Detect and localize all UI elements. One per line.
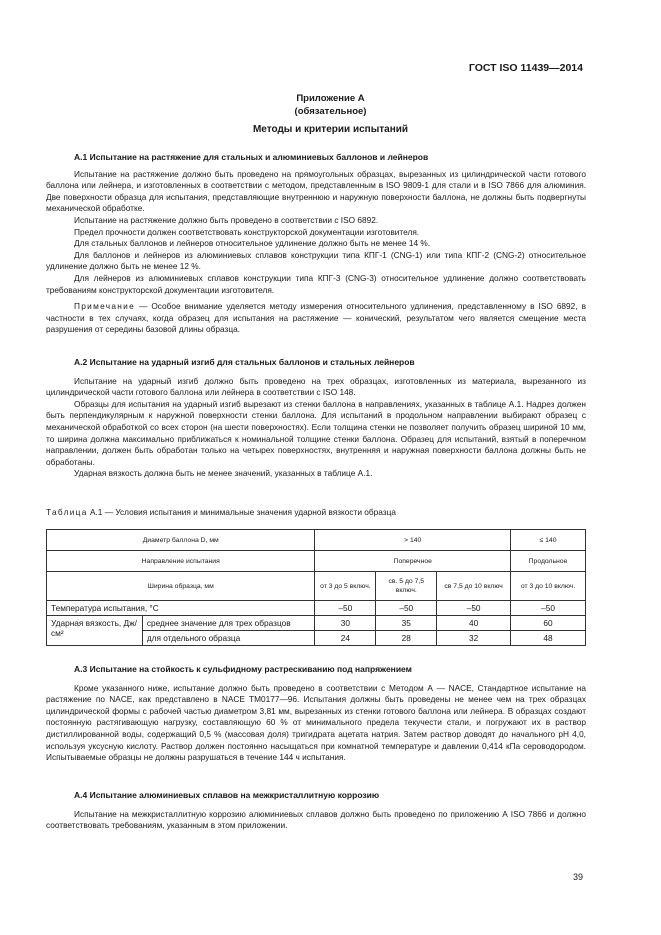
annex-title: Методы и критерии испытаний xyxy=(252,124,409,135)
impact-table xyxy=(46,529,586,646)
section-heading: А.2 Испытание на ударный изгиб для стальных баллонов и стальных лейнеров xyxy=(74,357,415,367)
paragraph: Ударная вязкость должна быть не менее значений, указанных в таблице А.1. xyxy=(74,468,373,479)
table-cell: 24 xyxy=(315,631,376,646)
table-cell: > 140 xyxy=(315,530,511,551)
table-cell: 35 xyxy=(376,616,437,631)
page-number: 39 xyxy=(572,872,583,882)
paragraph: Кроме указанного ниже, испытание должно быть проведено в соответствии с Методом А — NACE, Стандартное испытание на растяжение по NACE, как представлено в NACE TM0177—96. Испытания должны быть проведены не менее чем на трех образцах цилиндрической формы с рабочей частью диаметром 3,81 мм, вырезанных из стенки готового баллона или лейнера. В образцах создают постоянную растягивающую нагрузку, составляющую 60 % от минимального предела текучести стали, и погружают их в раствор дистиллированной воды, содержащий 0,5 % (массовая доля) тригидрата ацетата натрия. Затем раствор доводят до начального pH 4,0, используя уксусную кислоту. Раствор должен постоянно насыщаться при комнатной температуре и давлении 0,414 кПа сероводородом. Испытываемые образцы не должны разрушаться в течение 144 ч испытания. xyxy=(46,682,586,763)
section-a4 xyxy=(46,790,586,832)
paragraph: Для стальных баллонов и лейнеров относительное удлинение должно быть не менее 14 %. xyxy=(74,238,431,249)
table-cell: Ширина образца, мм xyxy=(47,572,315,601)
table-cell: 28 xyxy=(376,631,437,646)
table-caption-text: А.1 — Условия испытания и минимальные значения ударной вязкости образца xyxy=(89,507,396,517)
note-label: Примечание xyxy=(74,301,136,312)
table-cell: 40 xyxy=(437,616,511,631)
section-a2 xyxy=(46,357,586,480)
section-a3 xyxy=(46,664,586,764)
paragraph: Испытание на растяжение должно быть проведено на прямоугольных образцах, вырезанных из цилиндрической части готового баллона или лейнера, и изготовленных в соответствии с методом, представленным в ISO 9809-1 для стали и в ISO 7866 для алюминия. Две поверхности образца для испытания, представляющие внутреннюю и наружную поверхности баллона, не должны быть подвергнуты механической обработке. xyxy=(46,168,586,214)
table-row xyxy=(47,616,586,631)
table-cell: Температура испытания, °С xyxy=(47,601,315,616)
table-cell: –50 xyxy=(511,601,586,616)
section-heading: А.3 Испытание на стойкость к сульфидному растрескиванию под напряжением xyxy=(74,664,412,674)
section-a1 xyxy=(46,152,586,336)
table-cell: от 3 до 10 включ. xyxy=(511,572,586,601)
paragraph: Предел прочности должен соответствовать конструкторской документации изготовителя. xyxy=(74,226,420,237)
section-heading: А.1 Испытание на растяжение для стальных и алюминиевых баллонов и лейнеров xyxy=(74,152,429,162)
table-cell: Ударная вязкость, Дж/см² xyxy=(47,616,143,646)
table-cell: Продольное xyxy=(511,551,586,572)
standard-header: ГОСТ ISO 11439—2014 xyxy=(468,62,583,74)
table-cell: ≤ 140 xyxy=(511,530,586,551)
section-heading: А.4 Испытание алюминиевых сплавов на межкристаллитную коррозию xyxy=(74,790,380,800)
table-cell: –50 xyxy=(376,601,437,616)
note xyxy=(46,301,586,336)
table-cell: –50 xyxy=(437,601,511,616)
table-cell: 30 xyxy=(315,616,376,631)
table-cell: св. 5 до 7,5 включ. xyxy=(376,572,437,601)
annex-status: (обязательное) xyxy=(294,106,367,117)
paragraph: Испытание на межкристаллитную коррозию алюминиевых сплавов должно быть проведено по приложению А ISO 7866 и должно соответствовать требованиям, указанным в этом приложении. xyxy=(46,808,586,831)
annex-label: Приложение А xyxy=(296,93,365,104)
table-cell: Поперечное xyxy=(315,551,511,572)
table-cell: 60 xyxy=(511,616,586,631)
table-cell: от 3 до 5 включ. xyxy=(315,572,376,601)
paragraph: Для лейнеров из алюминиевых сплавов конструкции типа КПГ-3 (CNG-3) относительное удлинение должно соответствовать требованиям конструкторской документации изготовителя. xyxy=(46,272,586,295)
table-row xyxy=(47,601,586,616)
annex-heading xyxy=(0,92,661,118)
table-cell: Диаметр баллона D, мм xyxy=(47,530,315,551)
paragraph: Испытание на растяжение должно быть проведено в соответствии с ISO 6892. xyxy=(74,214,379,225)
table-cell: Направление испытания xyxy=(47,551,315,572)
table-cell: св 7,5 до 10 включ xyxy=(437,572,511,601)
table-caption xyxy=(46,507,586,519)
note-text: — Особое внимание уделяется методу измерения относительного удлинения, представленному в ISO 6892, в частности в тех случаях, когда образец для испытания на растяжение — конический, результатом чего является смещение места разрушения от середины базовой длины образца. xyxy=(46,301,586,335)
table-cell: –50 xyxy=(315,601,376,616)
table-cell: для отдельного образца xyxy=(142,631,315,646)
table-cell: 32 xyxy=(437,631,511,646)
paragraph: Образцы для испытания на ударный изгиб вырезают из стенки баллона в направлениях, указанных в таблице А.1. Надрез должен быть перпендикулярным к наружной поверхности стенки баллона. Для испытаний в продольном направлении выбирают образец с механической обработкой со всех сторон (на шести поверхностях). Если толщина стенки не позволяет получить образец шириной 10 мм, то ширина должна максимально приближаться к номинальной толщине стенки баллона. Образец для испытаний, взятый в поперечном направлении, должен быть обработан только на четырех поверхностях, внутренняя и наружная поверхности баллона должны быть не обработаны. xyxy=(46,398,586,467)
table-row xyxy=(47,530,586,551)
paragraph: Для баллонов и лейнеров из алюминиевых сплавов конструкции типа КПГ-1 (CNG-1) или типа КПГ-2 (CNG-2) относительное удлинение должно быть не менее 12 %. xyxy=(46,249,586,272)
table-cell: 48 xyxy=(511,631,586,646)
paragraph: Испытание на ударный изгиб должно быть проведено на трех образцах, изготовленных из материала, вырезанного из цилиндрической части готового баллона или лейнера в соответствии с ISO 148. xyxy=(46,375,586,398)
table-caption-label: Таблица xyxy=(46,507,88,517)
table-cell: среднее значение для трех образцов xyxy=(142,616,315,631)
table-row xyxy=(47,551,586,572)
table-row xyxy=(47,572,586,601)
